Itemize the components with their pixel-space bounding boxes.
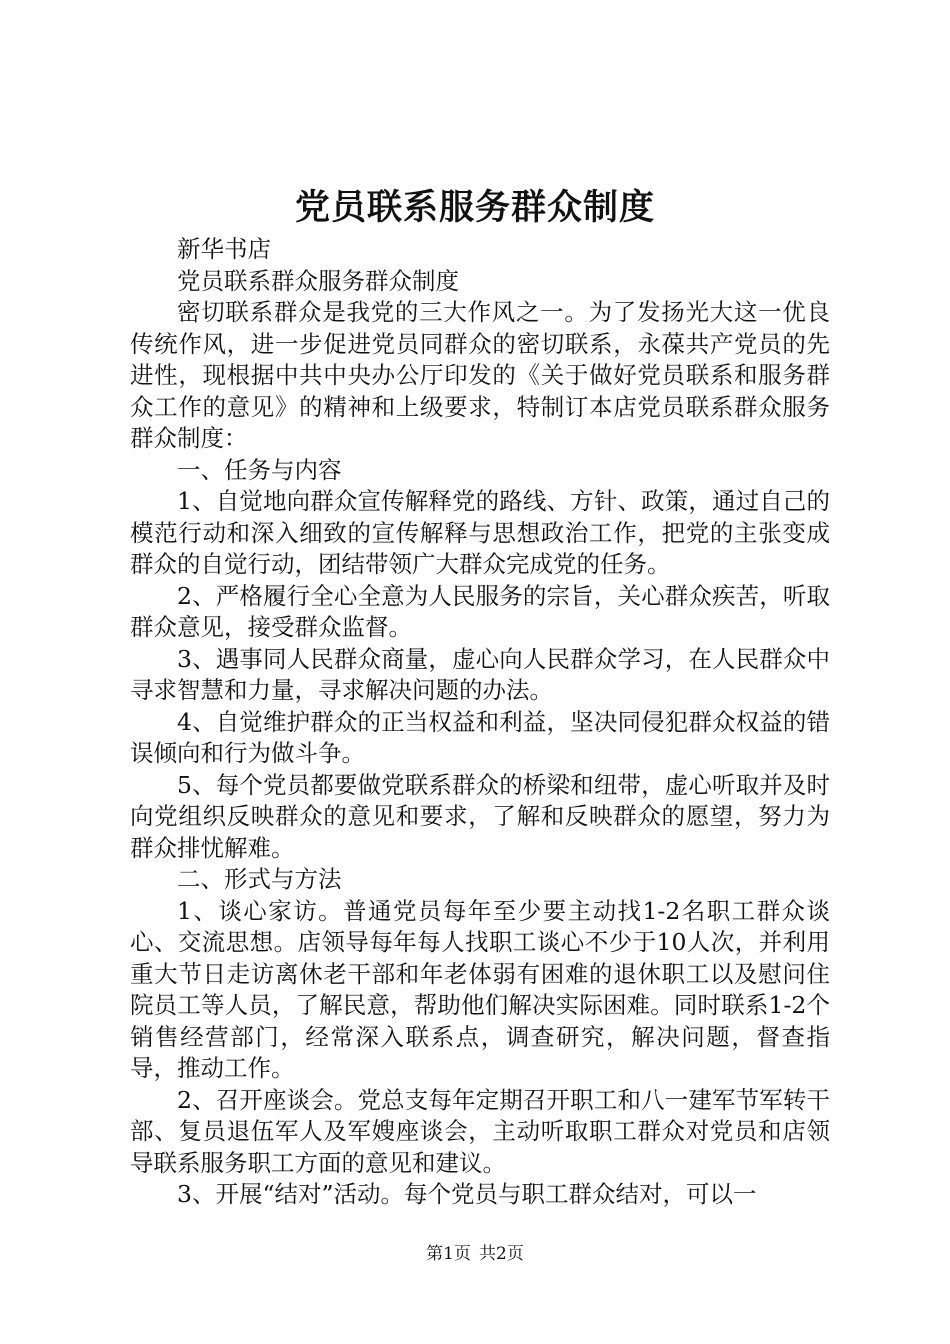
task-item-1: 1、自觉地向群众宣传解释党的路线、方针、政策，通过自己的模范行动和深入细致的宣传解释与思想政治工作，把党的主张变成群众的自觉行动，团结带领广大群众完成党的任务。 <box>130 487 830 578</box>
document-body <box>130 234 830 1211</box>
subtitle: 党员联系群众服务群众制度 <box>177 266 459 295</box>
method-item-1: 1、谈心家访。普通党员每年至少要主动找1-2名职工群众谈心、交流思想。店领导每年每人找职工谈心不少于10人次，并利用重大节日走访离休老干部和年老体弱有困难的退休职工以及慰问住院员工等人员，了解民意，帮助他们解决实际困难。同时联系1-2个销售经营部门，经常深入联系点，调查研究，解决问题，督查指导，推动工作。 <box>130 896 830 1082</box>
document-title: 党员联系服务群众制度 <box>294 187 655 228</box>
section-heading-methods: 二、形式与方法 <box>177 865 342 893</box>
org-name: 新华书店 <box>177 235 271 263</box>
page-footer <box>0 1243 950 1265</box>
task-item-4: 4、自觉维护群众的正当权益和利益，坚决同侵犯群众权益的错误倾向和行为做斗争。 <box>130 707 830 767</box>
task-item-2: 2、严格履行全心全意为人民服务的宗旨，关心群众疾苦，听取群众意见，接受群众监督。 <box>130 581 830 641</box>
page-total: 共2页 <box>479 1244 524 1264</box>
section-heading-tasks: 一、任务与内容 <box>177 455 342 484</box>
task-item-3: 3、遇事同人民群众商量，虚心向人民群众学习，在人民群众中寻求智慧和力量，寻求解决问题的办法。 <box>130 644 830 704</box>
method-item-2: 2、召开座谈会。党总支每年定期召开职工和八一建军节军转干部、复员退伍军人及军嫂座谈会，主动听取职工群众对党员和店领导联系服务职工方面的意见和建议。 <box>130 1085 830 1177</box>
page-number: 第1页 <box>426 1244 471 1264</box>
task-item-5: 5、每个党员都要做党联系群众的桥梁和纽带，虚心听取并及时向党组织反映群众的意见和要求，了解和反映群众的愿望，努力为群众排忧解难。 <box>130 770 830 862</box>
intro-paragraph: 密切联系群众是我党的三大作风之一。为了发扬光大这一优良传统作风，进一步促进党员同群众的密切联系，永葆共产党员的先进性，现根据中共中央办公厅印发的《关于做好党员联系和服务群众工作的意见》的精神和上级要求，特制订本店党员联系群众服务群众制度： <box>130 298 830 452</box>
method-item-3: 3、开展“结对”活动。每个党员与职工群众结对，可以一 <box>177 1180 757 1208</box>
